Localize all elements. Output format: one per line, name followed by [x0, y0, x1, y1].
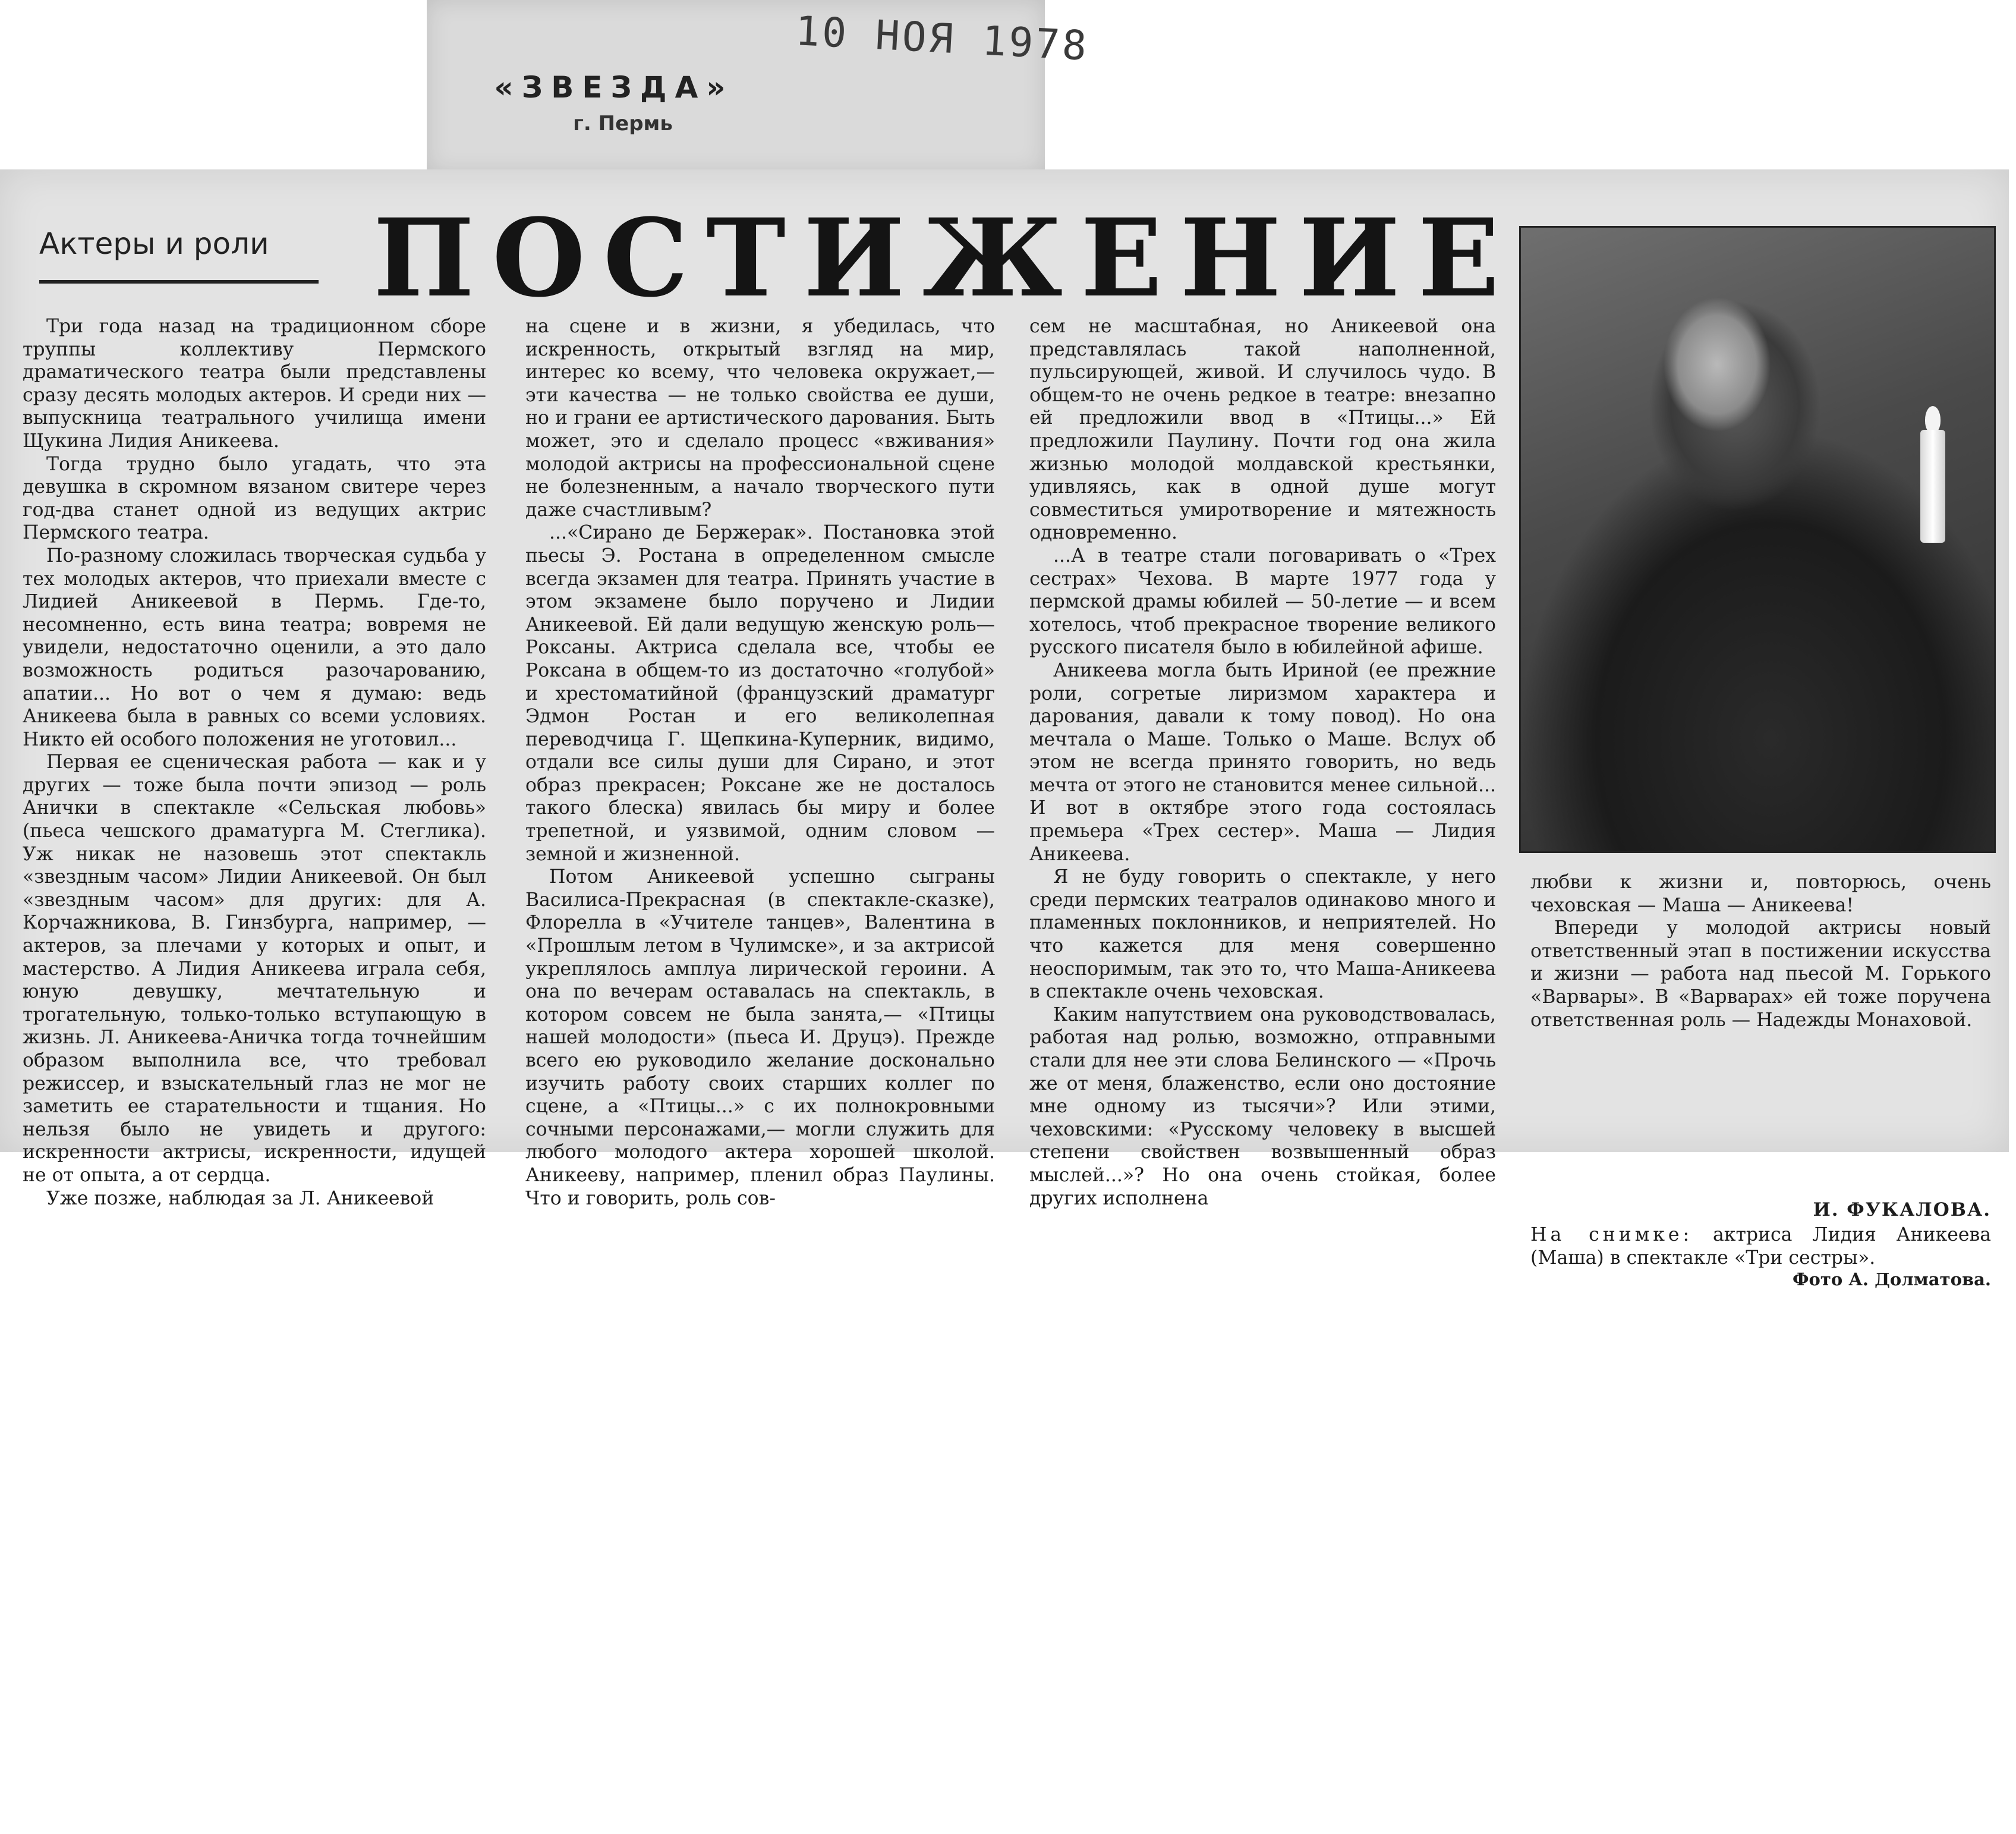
photo-caption — [1530, 1223, 1991, 1269]
paragraph: любви к жизни и, повторюсь, очень чеховская — Маша — Аникеева! — [1530, 872, 1991, 916]
paragraph: Потом Аникеевой успешно сыграны Василиса-Прекрасная (в спектакле-сказке), Флорелла в «Учителе танцев», Валентина в «Прошлым летом в Чулимске», и за актрисой укреплялось амплуа лирической героини. А она по вечерам оставалась на спектакль, в котором совсем не была занята,— «Птицы нашей молодости» (пьеса И. Друцэ). Прежде всего ею руководило желание досконально изучить работу своих старших коллег по сцене, а «Птицы...» с их полнокровными сочными персонажами,— могли служить для любого молодого актера хорошей школой. Аникееву, например, пленил образ Паулины. Что и говорить, роль сов- — [525, 866, 995, 1209]
paragraph: Аникеева могла быть Ириной (ее прежние роли, согретые лиризмом характера и дарования, давали к тому повод). Но она мечтала о Маше. Только о Маше. Вслух об этом не всегда принято говорить, но ведь мечта от этого не становится менее сильной... И вот в октябре этого года состоялась премьера «Трех сестер». Маша — Лидия Аникеева. — [1029, 659, 1496, 865]
paragraph: Тогда трудно было угадать, что эта девушка в скромном вязаном свитере через год-два станет одной из ведущих актрис Пермского театра. — [23, 453, 486, 544]
paragraph: Три года назад на традиционном сборе труппы коллективу Пермского драматического театра были представлены сразу десять молодых актеров. И среди них — выпускница театрального училища имени Щукина Лидия Аникеева. — [23, 316, 486, 452]
paragraph: Я не буду говорить о спектакле, у него среди пермских театралов одинаково много и пламенных поклонников, и неприятелей. Но что кажется для меня совершенно неоспоримым, так это то, что Маша-Аникеева в спектакле очень чеховская. — [1029, 866, 1496, 1003]
text-column-1 — [23, 315, 486, 1278]
text-column-4 — [1530, 871, 1991, 1834]
paragraph: Первая ее сценическая работа — как и у других — тоже была почти эпизод — роль Анички в спектакле «Сельская любовь» (пьеса чешского драматурга М. Стеглика). Уж никак не назовешь этот спектакль «звездным часом» Лидии Аникеевой. Он был «звездным часом» для других: для А. Корчажникова, В. Гинзбурга, например, — актеров, за плечами у которых и опыт, и мастерство. А Лидия Аникеева играла себя, юную девушку, мечтательную и трогательную, только-только вступающую в жизнь. Л. Аникеева-Аничка тогда точнейшим образом выполнила все, что требовал режиссер, и взыскательный глаз не мог не заметить ее старательности и тщания. Но нельзя было не увидеть и другого: искренности актрисы, искренности, идущей не от опыта, а от сердца. — [23, 751, 486, 1186]
caption-lead: На снимке: — [1530, 1224, 1693, 1245]
photo-credit: Фото А. Долматова. — [1793, 1269, 1991, 1289]
article-clipping — [0, 169, 2009, 1289]
paragraph: Впереди у молодой актрисы новый ответственный этап в постижении искусства и жизни — работа над пьесой М. Горького «Варвары». В «Варварах» ей тоже поручена ответственная роль — Надежды Монаховой. — [1530, 917, 1991, 1031]
paragraph: Каким напутствием она руководствовалась, работая над ролью, возможно, отправными стали для нее эти слова Белинского — «Прочь же от меня, блаженство, если оно достояние мне одному из тысячи»? Или этими, чеховскими: «Русскому человеку в высшей степени свойствен возвышенный образ мыслей...»? Но она очень стойкая, более других исполнена — [1029, 1003, 1496, 1209]
paragraph: сем не масштабная, но Аникеевой она представлялась такой наполненной, пульсирующей, живой. И случилось чудо. В общем-то не очень редкое в театре: внезапно ей предложили ввод в «Птицы...» Ей предложили Паулину. Почти год она жила жизнью молодой молдавской крестьянки, удивляясь, как в одной душе могут совместиться умиротворение и мятежность одновременно. — [1029, 316, 1496, 544]
rubric-underline — [39, 280, 319, 284]
newspaper-stub — [427, 0, 1091, 174]
article-headline: ПОСТИЖЕНИЕ — [373, 196, 1517, 321]
text-column-2 — [525, 315, 995, 1278]
paragraph: ...«Сирано де Бержерак». Постановка этой пьесы Э. Ростана в определенном смысле всегда экзамен для театра. Принять участие в этом экзамене было поручено и Лидии Аникеевой. Ей дали ведущую женскую роль—Роксаны. Актриса сделала все, чтобы ее Роксана в общем-то из достаточно «голубой» и хрестоматийной (французский драматург Эдмон Ростан и его великолепная переводчица Г. Щепкина-Куперник, видимо, отдали все силы души для Сирано, и этот образ прекрасен; Роксане же не досталось такого блеска) явилась бы миру и более трепетной, и уязвимой, одним словом — земной и жизненной. — [525, 522, 995, 865]
author-signature: И. ФУКАЛОВА. — [1813, 1199, 1991, 1220]
paragraph: на сцене и в жизни, я убедилась, что искренность, открытый взгляд на мир, интерес ко всему, что человека окружает,— эти качества — не только свойства ее души, но и грани ее артистического дарования. Быть может, это и сделало процесс «вживания» молодой актрисы на профессиональной сцене не болезненным, а начало творческого пути даже счастливым? — [525, 316, 995, 521]
paragraph: ...А в театре стали поговаривать о «Трех сестрах» Чехова. В марте 1977 года у пермской драмы юбилей — 50-летие — и всем хотелось, чтоб прекрасное творение великого русского писателя было в юбилейной афише. — [1029, 545, 1496, 659]
rubric: Актеры и роли — [39, 227, 269, 261]
caption-text: актриса Лидия Аникеева (Маша) в спектакле «Три сестры». — [1530, 1224, 1991, 1269]
newspaper-name: «ЗВЕЗДА» — [494, 70, 734, 105]
paragraph: Уже позже, наблюдая за Л. Аникеевой — [46, 1187, 434, 1209]
candle-icon — [1920, 430, 1945, 543]
actress-photo — [1519, 226, 1996, 853]
date-stamp: 10 НОЯ 1978 — [794, 8, 1091, 70]
paragraph: По-разному сложилась творческая судьба у тех молодых актеров, что приехали вместе с Лидией Аникеевой в Пермь. Где-то, несомненно, есть вина театра; вовремя не увидели, недостаточно оценили, а это дало возможность родиться разочарованию, апатии... Но вот о чем я думаю: ведь Аникеева была в равных со всеми условиях. Никто ей особого положения не уготовил... — [23, 545, 486, 750]
newspaper-city: г. Пермь — [573, 112, 673, 136]
text-column-3 — [1029, 315, 1496, 1278]
